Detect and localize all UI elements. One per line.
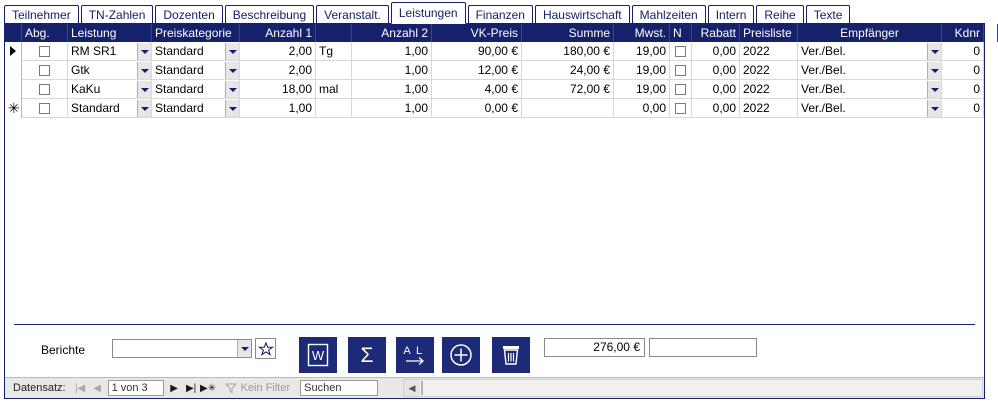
cell-rabatt[interactable]: 0,00 [692, 99, 740, 118]
chevron-down-icon[interactable] [225, 81, 239, 98]
word-icon [307, 343, 329, 367]
tab-hauswirtschaft[interactable]: Hauswirtschaft [535, 5, 630, 24]
cell-rabatt[interactable]: 0,00 [692, 42, 740, 61]
cell-preiskategorie[interactable] [152, 80, 240, 99]
record-selector[interactable] [5, 80, 22, 99]
cell-vk-preis[interactable]: 4,00 € [432, 80, 522, 99]
plus-circle-icon [448, 342, 474, 368]
chevron-down-icon[interactable] [137, 81, 151, 98]
cell-leistung[interactable] [68, 61, 152, 80]
horizontal-scrollbar[interactable] [403, 379, 983, 397]
cell-n[interactable] [670, 80, 692, 99]
record-position-input[interactable]: 1 von 3 [108, 380, 164, 396]
cell-preisliste[interactable]: 2022 [740, 42, 798, 61]
column-header-abg[interactable]: Abg. [22, 24, 68, 42]
cell-preiskategorie[interactable] [152, 99, 240, 118]
tab-mahlzeiten[interactable]: Mahlzeiten [632, 5, 706, 24]
cell-abg[interactable] [22, 99, 68, 118]
n-checkbox[interactable] [675, 84, 686, 95]
empfaenger-value: Ver./Bel. [801, 82, 846, 96]
svg-text:Σ: Σ [360, 344, 374, 367]
cell-preisliste[interactable]: 2022 [740, 61, 798, 80]
record-selector[interactable] [5, 42, 22, 61]
cell-s[interactable] [984, 61, 998, 80]
leistungen-panel [4, 23, 996, 399]
column-header-empfaenger[interactable]: Empfänger [798, 24, 942, 42]
column-header-einheit[interactable] [316, 24, 352, 42]
tab-reihe[interactable]: Reihe [756, 5, 803, 24]
cell-vk-preis[interactable]: 0,00 € [432, 99, 522, 118]
column-header-anzahl2[interactable]: Anzahl 2 [352, 24, 432, 42]
column-header-kdnr[interactable]: Kdnr [942, 24, 984, 42]
tab-strip [0, 0, 989, 24]
tab-beschreibung[interactable]: Beschreibung [225, 5, 314, 24]
cell-kdnr[interactable]: 0 [942, 80, 984, 99]
search-input[interactable]: Suchen [300, 380, 378, 396]
cell-abg[interactable] [22, 42, 68, 61]
record-label: Datensatz: [13, 382, 66, 394]
cell-empfaenger[interactable] [798, 80, 942, 99]
chevron-down-icon[interactable] [225, 62, 239, 79]
tab-finanzen[interactable]: Finanzen [468, 5, 533, 24]
table-row[interactable] [5, 42, 984, 61]
cell-mwst[interactable]: 0,00 [614, 99, 670, 118]
tab-tn-zahlen[interactable]: TN-Zahlen [81, 5, 154, 24]
preiskategorie-value: Standard [155, 63, 204, 77]
leistung-value: RM SR1 [71, 44, 117, 58]
cell-preisliste[interactable]: 2022 [740, 80, 798, 99]
cell-einheit[interactable]: Tg [316, 42, 352, 61]
cell-vk-preis[interactable]: 12,00 € [432, 61, 522, 80]
cell-einheit[interactable]: mal [316, 80, 352, 99]
sum-total-field[interactable]: 276,00 € [544, 338, 645, 357]
chevron-down-icon[interactable] [137, 62, 151, 79]
cell-kdnr[interactable]: 0 [942, 61, 984, 80]
cell-anzahl2[interactable]: 1,00 [352, 80, 432, 99]
svg-text:A: A [403, 345, 411, 357]
cell-einheit[interactable] [316, 99, 352, 118]
cell-empfaenger[interactable] [798, 42, 942, 61]
cell-s[interactable] [984, 42, 998, 61]
chevron-down-icon[interactable] [137, 43, 151, 60]
column-header-rabatt[interactable]: Rabatt [692, 24, 740, 42]
chevron-down-icon[interactable] [927, 81, 941, 98]
chevron-down-icon[interactable] [927, 100, 941, 117]
abg-checkbox[interactable] [39, 103, 50, 114]
chevron-down-icon[interactable] [927, 62, 941, 79]
cell-vk-preis[interactable]: 90,00 € [432, 42, 522, 61]
delete-button[interactable] [492, 337, 530, 373]
column-header-anzahl1[interactable]: Anzahl 1 [240, 24, 316, 42]
cell-anzahl1[interactable]: 2,00 [240, 61, 316, 80]
leistung-value: Standard [71, 101, 120, 115]
cell-mwst[interactable]: 19,00 [614, 80, 670, 99]
last-record-button[interactable]: ▶| [185, 382, 197, 394]
previous-record-button[interactable]: ◀ [93, 382, 101, 394]
cell-rabatt[interactable]: 0,00 [692, 61, 740, 80]
berichte-label: Berichte [41, 343, 86, 357]
sum-secondary-field[interactable] [649, 338, 757, 357]
cell-anzahl2[interactable]: 1,00 [352, 42, 432, 61]
chevron-down-icon[interactable] [237, 340, 251, 357]
column-header-s[interactable]: S [984, 24, 998, 42]
sigma-icon [356, 343, 378, 367]
leistung-value: KaKu [71, 82, 101, 96]
column-header-n[interactable]: N [670, 24, 692, 42]
cell-leistung[interactable] [68, 42, 152, 61]
sort-button[interactable] [396, 337, 434, 373]
filter-status[interactable] [225, 382, 291, 394]
table-row[interactable] [5, 80, 984, 99]
preiskategorie-value: Standard [155, 44, 204, 58]
cell-kdnr[interactable]: 0 [942, 99, 984, 118]
empfaenger-value: Ver./Bel. [801, 44, 846, 58]
empfaenger-value: Ver./Bel. [801, 63, 846, 77]
cell-leistung[interactable] [68, 80, 152, 99]
cell-n[interactable] [670, 99, 692, 118]
cell-summe[interactable]: 72,00 € [522, 80, 614, 99]
cell-anzahl1[interactable]: 18,00 [240, 80, 316, 99]
new-record-button[interactable]: ▶✳ [200, 382, 217, 394]
abg-checkbox[interactable] [39, 65, 50, 76]
cell-n[interactable] [670, 61, 692, 80]
tab-intern[interactable]: Intern [708, 5, 755, 24]
tab-texte[interactable]: Texte [806, 5, 851, 24]
next-record-button[interactable]: ▶ [170, 382, 178, 394]
trash-icon [500, 343, 522, 367]
cell-mwst[interactable]: 19,00 [614, 42, 670, 61]
tab-teilnehmer[interactable]: Teilnehmer [4, 5, 79, 24]
leistung-value: Gtk [71, 63, 90, 77]
n-checkbox[interactable] [675, 103, 686, 114]
cell-preisliste[interactable]: 2022 [740, 99, 798, 118]
new-record-asterisk-icon: ✳ [8, 99, 20, 116]
cell-empfaenger[interactable] [798, 61, 942, 80]
chevron-down-icon[interactable] [927, 43, 941, 60]
cell-abg[interactable] [22, 80, 68, 99]
cell-abg[interactable] [22, 61, 68, 80]
header-selector [5, 24, 22, 42]
n-checkbox[interactable] [675, 46, 686, 57]
chevron-down-icon[interactable] [225, 43, 239, 60]
sum-button[interactable] [348, 337, 386, 373]
preiskategorie-value: Standard [155, 101, 204, 115]
cell-summe[interactable]: 180,00 € [522, 42, 614, 61]
cell-kdnr[interactable]: 0 [942, 42, 984, 61]
chevron-down-icon[interactable] [225, 100, 239, 117]
column-header-preisliste[interactable]: Preisliste [740, 24, 798, 42]
filter-label: Kein Filter [240, 382, 291, 394]
footer-toolbar [5, 325, 984, 377]
add-button[interactable] [442, 337, 480, 373]
empfaenger-value: Ver./Bel. [801, 101, 846, 115]
chevron-down-icon[interactable] [137, 100, 151, 117]
cell-anzahl2[interactable]: 1,00 [352, 99, 432, 118]
abg-checkbox[interactable] [39, 46, 50, 57]
tab-dozenten[interactable]: Dozenten [155, 5, 222, 24]
svg-text:W: W [311, 348, 325, 363]
filter-icon [225, 382, 237, 394]
scrollbar-thumb[interactable] [421, 381, 423, 395]
abg-checkbox[interactable] [39, 84, 50, 95]
column-header-mwst[interactable]: Mwst. [614, 24, 670, 42]
column-header-preiskategorie[interactable]: Preiskategorie [152, 24, 240, 42]
first-record-button[interactable]: |◀ [74, 382, 86, 394]
cell-anzahl1[interactable]: 1,00 [240, 99, 316, 118]
sort-az-icon [402, 342, 428, 368]
column-header-vk-preis[interactable]: VK-Preis [432, 24, 522, 42]
tab-leistungen[interactable]: Leistungen [391, 2, 466, 24]
grid-body[interactable] [5, 42, 984, 322]
cell-n[interactable] [670, 42, 692, 61]
record-selector[interactable] [5, 61, 22, 80]
cell-summe[interactable]: 24,00 € [522, 61, 614, 80]
cell-preiskategorie[interactable] [152, 61, 240, 80]
svg-text:L: L [415, 345, 423, 357]
cell-einheit[interactable] [316, 61, 352, 80]
cell-empfaenger[interactable] [798, 99, 942, 118]
cell-summe[interactable] [522, 99, 614, 118]
cell-s[interactable] [984, 80, 998, 99]
cell-preiskategorie[interactable] [152, 42, 240, 61]
column-header-summe[interactable]: Summe [522, 24, 614, 42]
cell-leistung[interactable] [68, 99, 152, 118]
cell-anzahl2[interactable]: 1,00 [352, 61, 432, 80]
tab-veranstalt[interactable]: Veranstalt. [316, 5, 389, 24]
cell-mwst[interactable]: 19,00 [614, 61, 670, 80]
table-row[interactable] [5, 61, 984, 80]
word-export-button[interactable] [299, 337, 337, 373]
preiskategorie-value: Standard [155, 82, 204, 96]
current-record-arrow-icon [10, 46, 16, 56]
star-icon [259, 342, 273, 356]
berichte-select[interactable] [112, 339, 252, 358]
grid-header [5, 24, 996, 42]
favorite-button[interactable] [255, 338, 276, 359]
cell-rabatt[interactable]: 0,00 [692, 80, 740, 99]
column-header-leistung[interactable]: Leistung [68, 24, 152, 42]
table-row-new[interactable] [5, 99, 984, 118]
cell-s[interactable] [984, 99, 998, 118]
scroll-left-icon[interactable]: ◀ [404, 380, 420, 396]
cell-anzahl1[interactable]: 2,00 [240, 42, 316, 61]
record-selector-new[interactable] [5, 99, 22, 118]
n-checkbox[interactable] [675, 65, 686, 76]
